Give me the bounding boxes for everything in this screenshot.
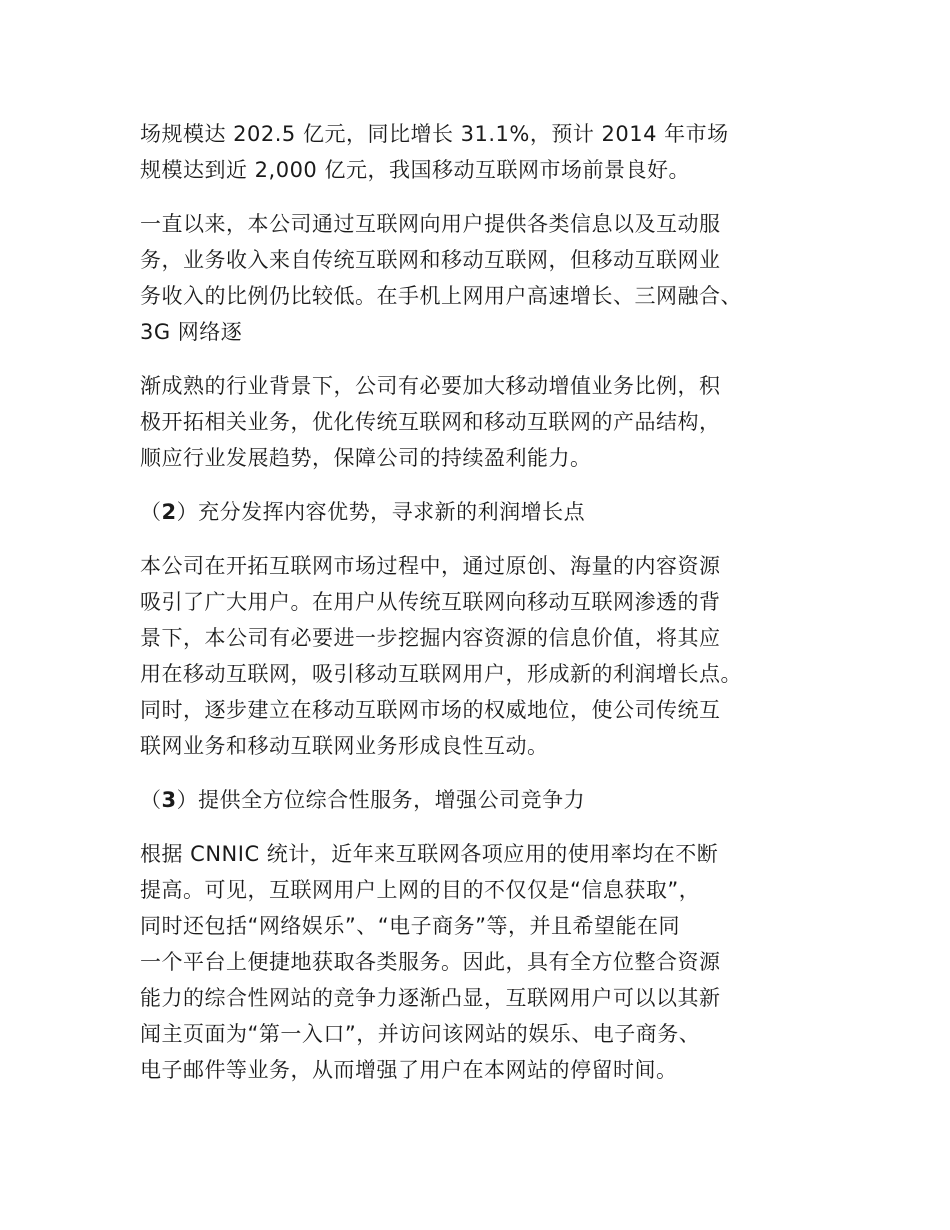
text-line: 景下，本公司有必要进一步挖掘内容资源的信息价值，将其应: [140, 626, 721, 650]
text-line: 提高。可见，互联网用户上网的目的不仅仅是“信息获取”，: [140, 878, 701, 902]
text-line: 能力的综合性网站的竞争力逐渐凸显，互联网用户可以以其新: [140, 986, 721, 1010]
heading-number: 2: [161, 500, 177, 524]
paragraph-industry-background: [140, 368, 812, 476]
text-line: 务收入的比例仍比较低。在手机上网用户高速增长、三网融合、: [140, 284, 742, 308]
text-line: 闻主页面为“第一入口”，并访问该网站的娱乐、电子商务、: [140, 1022, 701, 1046]
heading-open-paren: （: [140, 500, 162, 524]
text-line: 用在移动互联网，吸引移动互联网用户，形成新的利润增长点。: [140, 662, 742, 686]
heading-text: 提供全方位综合性服务，增强公司竞争力: [198, 788, 586, 812]
text-line: 同时，逐步建立在移动互联网市场的权威地位，使公司传统互: [140, 698, 721, 722]
paragraph-market-scale: [140, 116, 812, 188]
paragraph-content-advantage: [140, 548, 812, 764]
heading-open-paren: （: [140, 788, 162, 812]
text-line: 电子邮件等业务，从而增强了用户在本网站的停留时间。: [140, 1058, 678, 1082]
heading-number: 3: [161, 788, 177, 812]
paragraph-company-business: [140, 206, 812, 350]
heading-text: 充分发挥内容优势，寻求新的利润增长点: [198, 500, 586, 524]
text-line: 本公司在开拓互联网市场过程中，通过原创、海量的内容资源: [140, 554, 721, 578]
text-line: 渐成熟的行业背景下，公司有必要加大移动增值业务比例，积: [140, 374, 721, 398]
text-line: 一个平台上便捷地获取各类服务。因此，具有全方位整合资源: [140, 950, 721, 974]
text-line: 场规模达 202.5 亿元，同比增长 31.1%，预计 2014 年市场: [140, 122, 729, 146]
section-heading-3: [140, 782, 812, 818]
heading-close-paren: ）: [176, 788, 199, 812]
section-heading-2: [140, 494, 812, 530]
text-line: 同时还包括“网络娱乐”、“电子商务”等，并且希望能在同: [140, 914, 681, 938]
text-line: 吸引了广大用户。在用户从传统互联网向移动互联网渗透的背: [140, 590, 721, 614]
document-page: [140, 116, 812, 1106]
text-line: 极开拓相关业务，优化传统互联网和移动互联网的产品结构，: [140, 410, 721, 434]
text-line: 联网业务和移动互联网业务形成良性互动。: [140, 734, 549, 758]
text-line: 务，业务收入来自传统互联网和移动互联网，但移动互联网业: [140, 248, 721, 272]
text-line: 根据 CNNIC 统计，近年来互联网各项应用的使用率均在不断: [140, 842, 719, 866]
heading-close-paren: ）: [176, 500, 199, 524]
paragraph-comprehensive-service: [140, 836, 812, 1088]
text-line: 3G 网络逐: [140, 320, 243, 344]
text-line: 顺应行业发展趋势，保障公司的持续盈利能力。: [140, 446, 592, 470]
text-line: 规模达到近 2,000 亿元，我国移动互联网市场前景良好。: [140, 158, 690, 182]
text-line: 一直以来，本公司通过互联网向用户提供各类信息以及互动服: [140, 212, 721, 236]
